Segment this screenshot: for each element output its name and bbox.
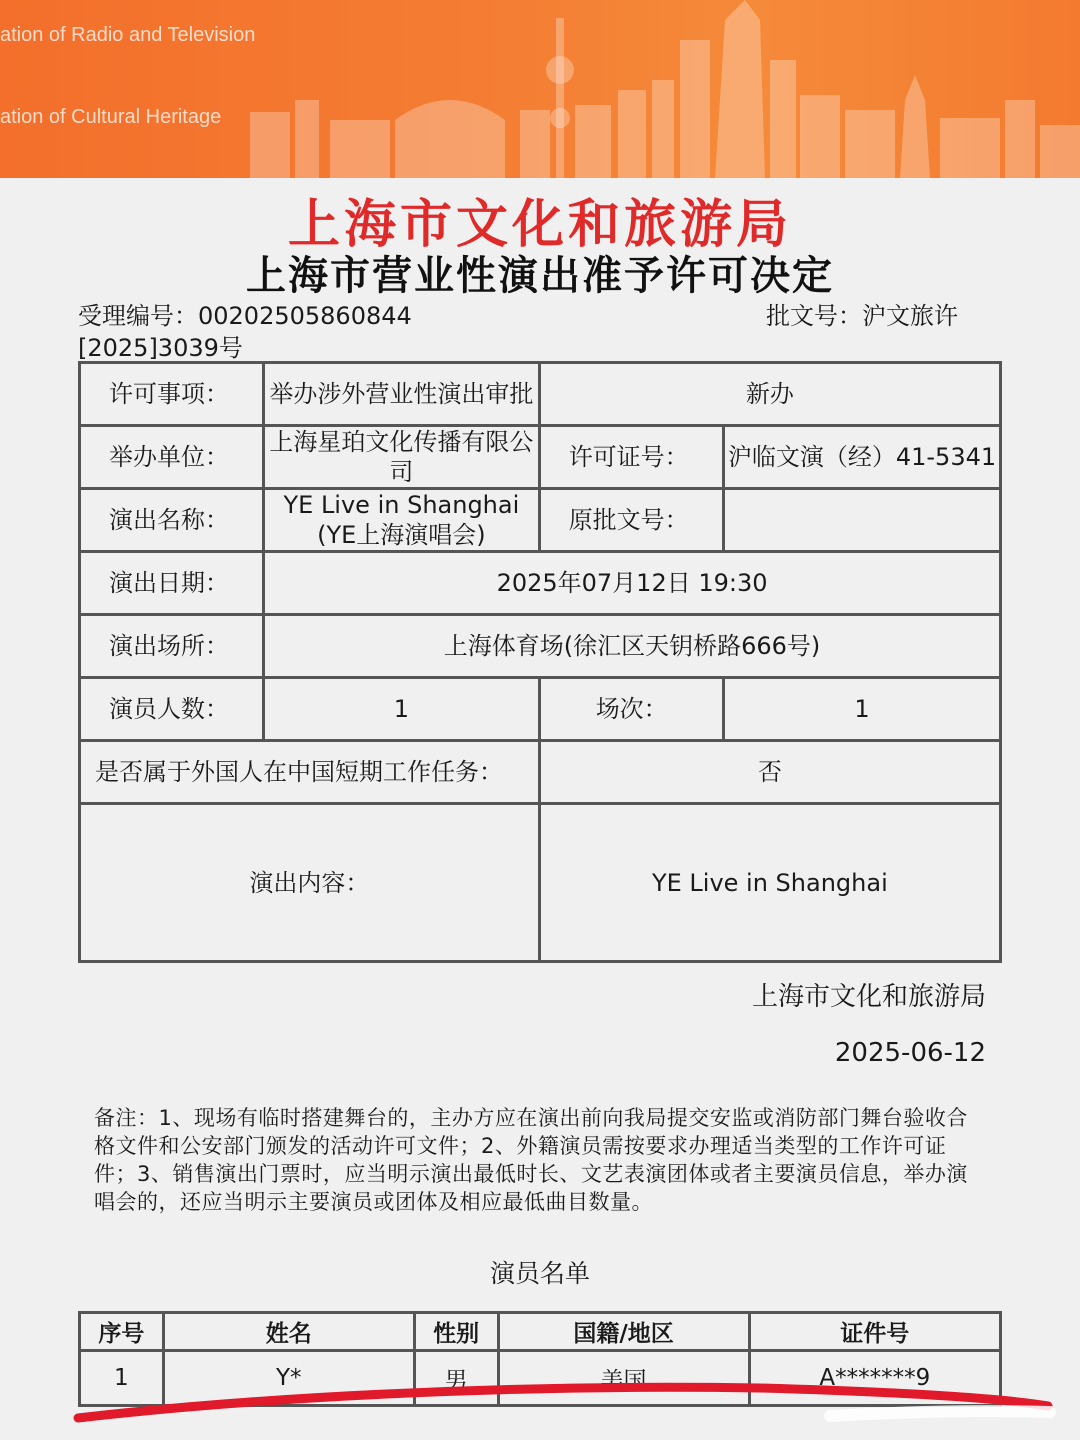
table-row	[80, 552, 1001, 615]
column-header-index: 序号	[80, 1313, 164, 1351]
permit-form-table	[78, 361, 1002, 963]
agency-title: 上海市文化和旅游局	[287, 195, 792, 255]
approval-number-continued: [2025]3039号	[78, 334, 243, 362]
acceptance-number: 受理编号：00202505860844	[78, 302, 412, 330]
column-header-nationality: 国籍/地区	[498, 1313, 749, 1351]
organizer-value: 上海星珀文化传播有限公司	[264, 426, 540, 489]
performer-count-value: 1	[264, 678, 540, 741]
original-approval-value	[724, 489, 1001, 552]
performer-list-title: 演员名单	[489, 1259, 590, 1288]
show-name-value: YE Live in Shanghai	[283, 491, 520, 519]
sessions-value: 1	[724, 678, 1001, 741]
license-number-label: 许可证号：	[539, 426, 723, 489]
table-row	[80, 615, 1001, 678]
table-row	[80, 426, 1001, 489]
cell-gender: 男	[414, 1351, 498, 1406]
venue-label: 演出场所：	[80, 615, 264, 678]
table-row	[80, 804, 1001, 962]
license-number-value: 沪临文演（经）41-5341	[724, 426, 1001, 489]
show-content-value: YE Live in Shanghai	[539, 804, 1000, 962]
performer-count-label: 演员人数：	[80, 678, 264, 741]
table-row	[80, 489, 1001, 552]
remarks: 备注：1、现场有临时搭建舞台的，主办方应在演出前向我局提交安监或消防部门舞台验收合格文件和公安部门颁发的活动许可文件；2、外籍演员需按要求办理适当类型的工作许可证件；3、销售演出门票时，应当明示演出最低时长、文艺表演团体或者主要演员信息，举办演唱会的，还应当明示主要演员或团体及相应最低曲目数量。	[94, 1106, 968, 1214]
foreign-short-term-value: 否	[539, 741, 1000, 804]
table-row	[80, 363, 1001, 426]
sessions-label: 场次：	[539, 678, 723, 741]
approval-number-label: 批文号：沪文旅许	[766, 302, 958, 330]
original-approval-label: 原批文号：	[539, 489, 723, 552]
table-header-row	[80, 1313, 1001, 1351]
header-banner	[0, 0, 1080, 178]
table-row	[80, 741, 1001, 804]
foreign-short-term-label: 是否属于外国人在中国短期工作任务：	[80, 741, 540, 804]
show-name-chinese: (YE上海演唱会)	[317, 521, 486, 549]
table-row	[80, 678, 1001, 741]
watermark-text-2: ation of Cultural Heritage	[0, 106, 222, 128]
organizer-label: 举办单位：	[80, 426, 264, 489]
column-header-name: 姓名	[163, 1313, 414, 1351]
cell-id-number: A*******9	[749, 1351, 1000, 1406]
cell-nationality: 美国	[498, 1351, 749, 1406]
issue-date: 2025-06-12	[834, 1038, 986, 1068]
show-content-label: 演出内容：	[80, 804, 540, 962]
permit-item-label: 许可事项：	[80, 363, 264, 426]
watermark-text-1: ation of Radio and Television	[0, 24, 256, 46]
column-header-id-number: 证件号	[749, 1313, 1000, 1351]
cell-name: Y*	[163, 1351, 414, 1406]
column-header-gender: 性别	[414, 1313, 498, 1351]
venue-value: 上海体育场(徐汇区天钥桥路666号)	[264, 615, 1001, 678]
show-date-value: 2025年07月12日 19:30	[264, 552, 1001, 615]
show-date-label: 演出日期：	[80, 552, 264, 615]
permit-item-value: 举办涉外营业性演出审批	[264, 363, 540, 426]
cell-index: 1	[80, 1351, 164, 1406]
red-underline-annotation	[0, 1370, 1080, 1440]
permit-type-value: 新办	[539, 363, 1000, 426]
document-title: 上海市营业性演出准予许可决定	[246, 253, 834, 299]
issuing-agency: 上海市文化和旅游局	[751, 982, 986, 1012]
show-name-label: 演出名称：	[80, 489, 264, 552]
show-name-cell	[264, 489, 540, 552]
